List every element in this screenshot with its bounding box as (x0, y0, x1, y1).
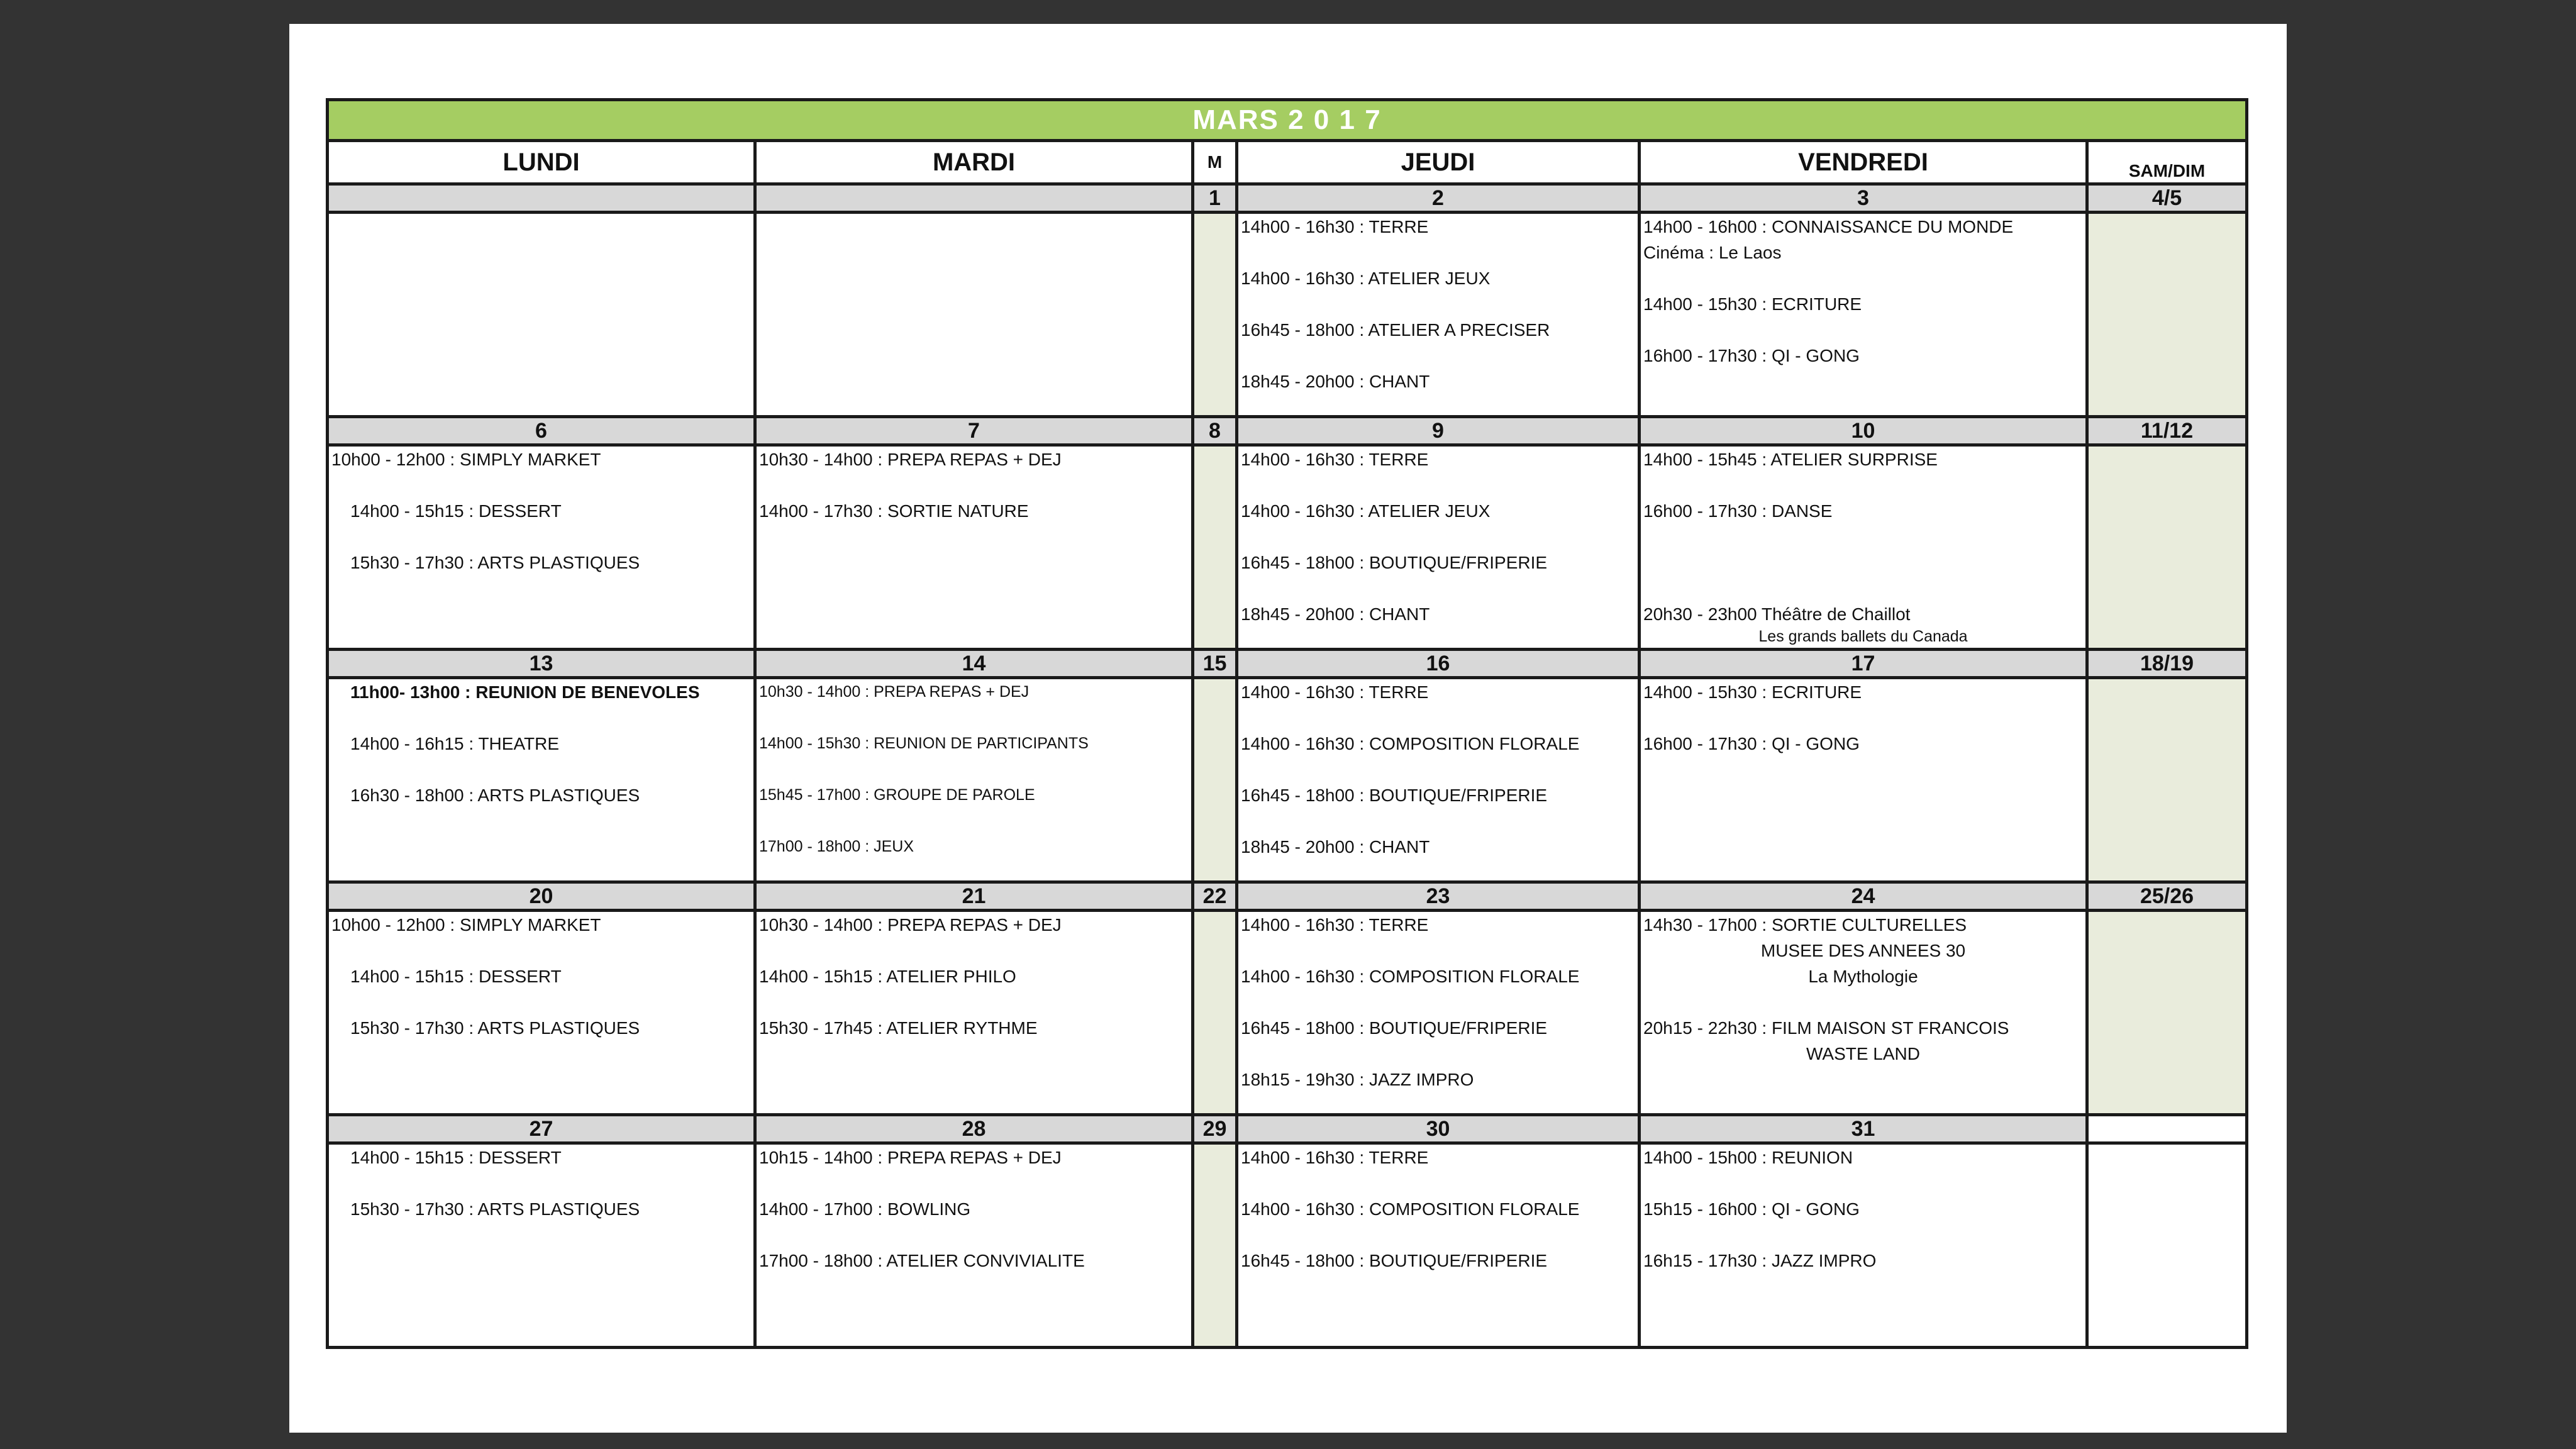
event: 18h45 - 20h00 : CHANT (1241, 372, 1430, 391)
date-number: 16 (1237, 650, 1640, 678)
day-cell-jeudi (1237, 445, 1640, 650)
event: 16h00 - 17h30 : QI - GONG (1643, 346, 1860, 365)
day-cell-mercredi (1193, 1143, 1237, 1348)
date-number: 31 (1640, 1115, 2087, 1143)
event: 14h00 - 15h30 : ECRITURE (1643, 294, 1862, 314)
event: 14h00 - 16h30 : TERRE (1241, 915, 1429, 935)
day-cell-vendredi (1640, 213, 2087, 417)
day-cell-weekend (2087, 1143, 2247, 1348)
event: 14h00 - 16h15 : THEATRE (350, 734, 560, 753)
event: 14h00 - 16h30 : TERRE (1241, 217, 1429, 236)
event: 14h00 - 15h15 : DESSERT (350, 501, 562, 521)
event: 16h00 - 17h30 : DANSE (1643, 501, 1833, 521)
event: 20h30 - 23h00 Théâtre de Chaillot (1643, 604, 1911, 624)
event: 16h45 - 18h00 : BOUTIQUE/FRIPERIE (1241, 1251, 1548, 1270)
event: 16h15 - 17h30 : JAZZ IMPRO (1643, 1251, 1877, 1270)
event: 15h30 - 17h30 : ARTS PLASTIQUES (350, 1018, 640, 1038)
event-detail: WASTE LAND (1806, 1044, 1920, 1063)
event: 14h00 - 16h30 : COMPOSITION FLORALE (1241, 1199, 1580, 1219)
date-number (2087, 1115, 2247, 1143)
day-cell-lundi (328, 213, 755, 417)
day-cell-jeudi (1237, 911, 1640, 1115)
day-cell-lundi (328, 678, 755, 882)
day-cell-mardi (755, 678, 1193, 882)
header-jeudi: JEUDI (1237, 141, 1640, 184)
event: 18h15 - 19h30 : JAZZ IMPRO (1241, 1070, 1474, 1089)
event-detail: La Mythologie (1808, 967, 1918, 986)
date-number: 23 (1237, 882, 1640, 911)
day-cell-lundi (328, 1143, 755, 1348)
event: 16h45 - 18h00 : BOUTIQUE/FRIPERIE (1241, 553, 1548, 572)
calendar-table (326, 98, 2248, 1349)
date-number: 4/5 (2087, 184, 2247, 213)
event: 18h45 - 20h00 : CHANT (1241, 837, 1430, 857)
event: 14h00 - 16h00 : CONNAISSANCE DU MONDE (1643, 217, 2014, 236)
event-detail: Les grands ballets du Canada (1758, 628, 1968, 645)
event: 16h45 - 18h00 : BOUTIQUE/FRIPERIE (1241, 1018, 1548, 1038)
day-cell-mardi (755, 445, 1193, 650)
header-mercredi: M (1193, 141, 1237, 184)
day-cell-weekend (2087, 678, 2247, 882)
event: 14h00 - 15h15 : ATELIER PHILO (759, 967, 1016, 986)
event: 16h45 - 18h00 : ATELIER A PRECISER (1241, 320, 1550, 340)
event: 14h00 - 16h30 : ATELIER JEUX (1241, 269, 1491, 288)
event: 16h00 - 17h30 : QI - GONG (1643, 734, 1860, 753)
day-cell-vendredi (1640, 1143, 2087, 1348)
day-cell-jeudi (1237, 678, 1640, 882)
event: 20h15 - 22h30 : FILM MAISON ST FRANCOIS (1643, 1018, 2009, 1038)
date-number: 30 (1237, 1115, 1640, 1143)
event-detail: Cinéma : Le Laos (1643, 243, 1782, 262)
date-number: 6 (328, 417, 755, 445)
event: 14h00 - 17h00 : BOWLING (759, 1199, 971, 1219)
event: 10h00 - 12h00 : SIMPLY MARKET (331, 915, 601, 935)
date-number: 10 (1640, 417, 2087, 445)
event: 16h30 - 18h00 : ARTS PLASTIQUES (350, 786, 640, 805)
date-number: 18/19 (2087, 650, 2247, 678)
day-cell-weekend (2087, 213, 2247, 417)
day-cell-weekend (2087, 911, 2247, 1115)
event: 14h30 - 17h00 : SORTIE CULTURELLES (1643, 915, 1967, 935)
day-cell-jeudi (1237, 213, 1640, 417)
day-cell-lundi (328, 911, 755, 1115)
day-cell-mardi (755, 213, 1193, 417)
event: 18h45 - 20h00 : CHANT (1241, 604, 1430, 624)
day-cell-vendredi (1640, 678, 2087, 882)
date-number: 14 (755, 650, 1193, 678)
date-number: 24 (1640, 882, 2087, 911)
date-number: 20 (328, 882, 755, 911)
date-number: 29 (1193, 1115, 1237, 1143)
event: 14h00 - 16h30 : TERRE (1241, 450, 1429, 469)
event: 14h00 - 16h30 : COMPOSITION FLORALE (1241, 734, 1580, 753)
header-weekend: SAM/DIM (2087, 141, 2247, 184)
event: 15h30 - 17h45 : ATELIER RYTHME (759, 1018, 1038, 1038)
date-number: 9 (1237, 417, 1640, 445)
event: 14h00 - 15h30 : ECRITURE (1643, 682, 1862, 702)
header-vendredi: VENDREDI (1640, 141, 2087, 184)
date-number: 25/26 (2087, 882, 2247, 911)
date-number: 1 (1193, 184, 1237, 213)
event: 14h00 - 16h30 : TERRE (1241, 1148, 1429, 1167)
date-number: 15 (1193, 650, 1237, 678)
date-number: 2 (1237, 184, 1640, 213)
event: 15h45 - 17h00 : GROUPE DE PAROLE (759, 786, 1035, 804)
day-cell-vendredi (1640, 911, 2087, 1115)
event: 10h30 - 14h00 : PREPA REPAS + DEJ (759, 915, 1062, 935)
event: 15h30 - 17h30 : ARTS PLASTIQUES (350, 553, 640, 572)
calendar-title: MARS 2 0 1 7 (328, 100, 2247, 141)
day-cell-vendredi (1640, 445, 2087, 650)
day-cell-weekend (2087, 445, 2247, 650)
day-cell-jeudi (1237, 1143, 1640, 1348)
date-number (328, 184, 755, 213)
date-number: 7 (755, 417, 1193, 445)
header-mardi: MARDI (755, 141, 1193, 184)
event: 17h00 - 18h00 : JEUX (759, 838, 914, 855)
event: 14h00 - 16h30 : COMPOSITION FLORALE (1241, 967, 1580, 986)
date-number: 21 (755, 882, 1193, 911)
event: 14h00 - 16h30 : ATELIER JEUX (1241, 501, 1491, 521)
date-number: 28 (755, 1115, 1193, 1143)
event: 14h00 - 15h45 : ATELIER SURPRISE (1643, 450, 1938, 469)
event: 10h30 - 14h00 : PREPA REPAS + DEJ (759, 450, 1062, 469)
event: 15h30 - 17h30 : ARTS PLASTIQUES (350, 1199, 640, 1219)
header-lundi: LUNDI (328, 141, 755, 184)
event: 11h00- 13h00 : REUNION DE BENEVOLES (350, 682, 700, 702)
event: 17h00 - 18h00 : ATELIER CONVIVIALITE (759, 1251, 1085, 1270)
event: 14h00 - 15h00 : REUNION (1643, 1148, 1853, 1167)
document-page (289, 24, 2287, 1433)
day-cell-mardi (755, 1143, 1193, 1348)
day-cell-mercredi (1193, 678, 1237, 882)
date-number: 3 (1640, 184, 2087, 213)
date-number: 22 (1193, 882, 1237, 911)
event: 14h00 - 15h15 : DESSERT (350, 967, 562, 986)
date-number: 13 (328, 650, 755, 678)
date-number: 11/12 (2087, 417, 2247, 445)
event: 10h15 - 14h00 : PREPA REPAS + DEJ (759, 1148, 1062, 1167)
event: 14h00 - 17h30 : SORTIE NATURE (759, 501, 1029, 521)
event: 10h00 - 12h00 : SIMPLY MARKET (331, 450, 601, 469)
event: 14h00 - 15h15 : DESSERT (350, 1148, 562, 1167)
date-number: 8 (1193, 417, 1237, 445)
day-cell-mercredi (1193, 911, 1237, 1115)
date-number (755, 184, 1193, 213)
event: 16h45 - 18h00 : BOUTIQUE/FRIPERIE (1241, 786, 1548, 805)
date-number: 27 (328, 1115, 755, 1143)
event: 15h15 - 16h00 : QI - GONG (1643, 1199, 1860, 1219)
date-number: 17 (1640, 650, 2087, 678)
event: 14h00 - 15h30 : REUNION DE PARTICIPANTS (759, 735, 1089, 752)
event-detail: MUSEE DES ANNEES 30 (1760, 941, 1966, 960)
day-cell-lundi (328, 445, 755, 650)
day-cell-mardi (755, 911, 1193, 1115)
day-cell-mercredi (1193, 213, 1237, 417)
day-cell-mercredi (1193, 445, 1237, 650)
event: 10h30 - 14h00 : PREPA REPAS + DEJ (759, 683, 1030, 701)
event: 14h00 - 16h30 : TERRE (1241, 682, 1429, 702)
